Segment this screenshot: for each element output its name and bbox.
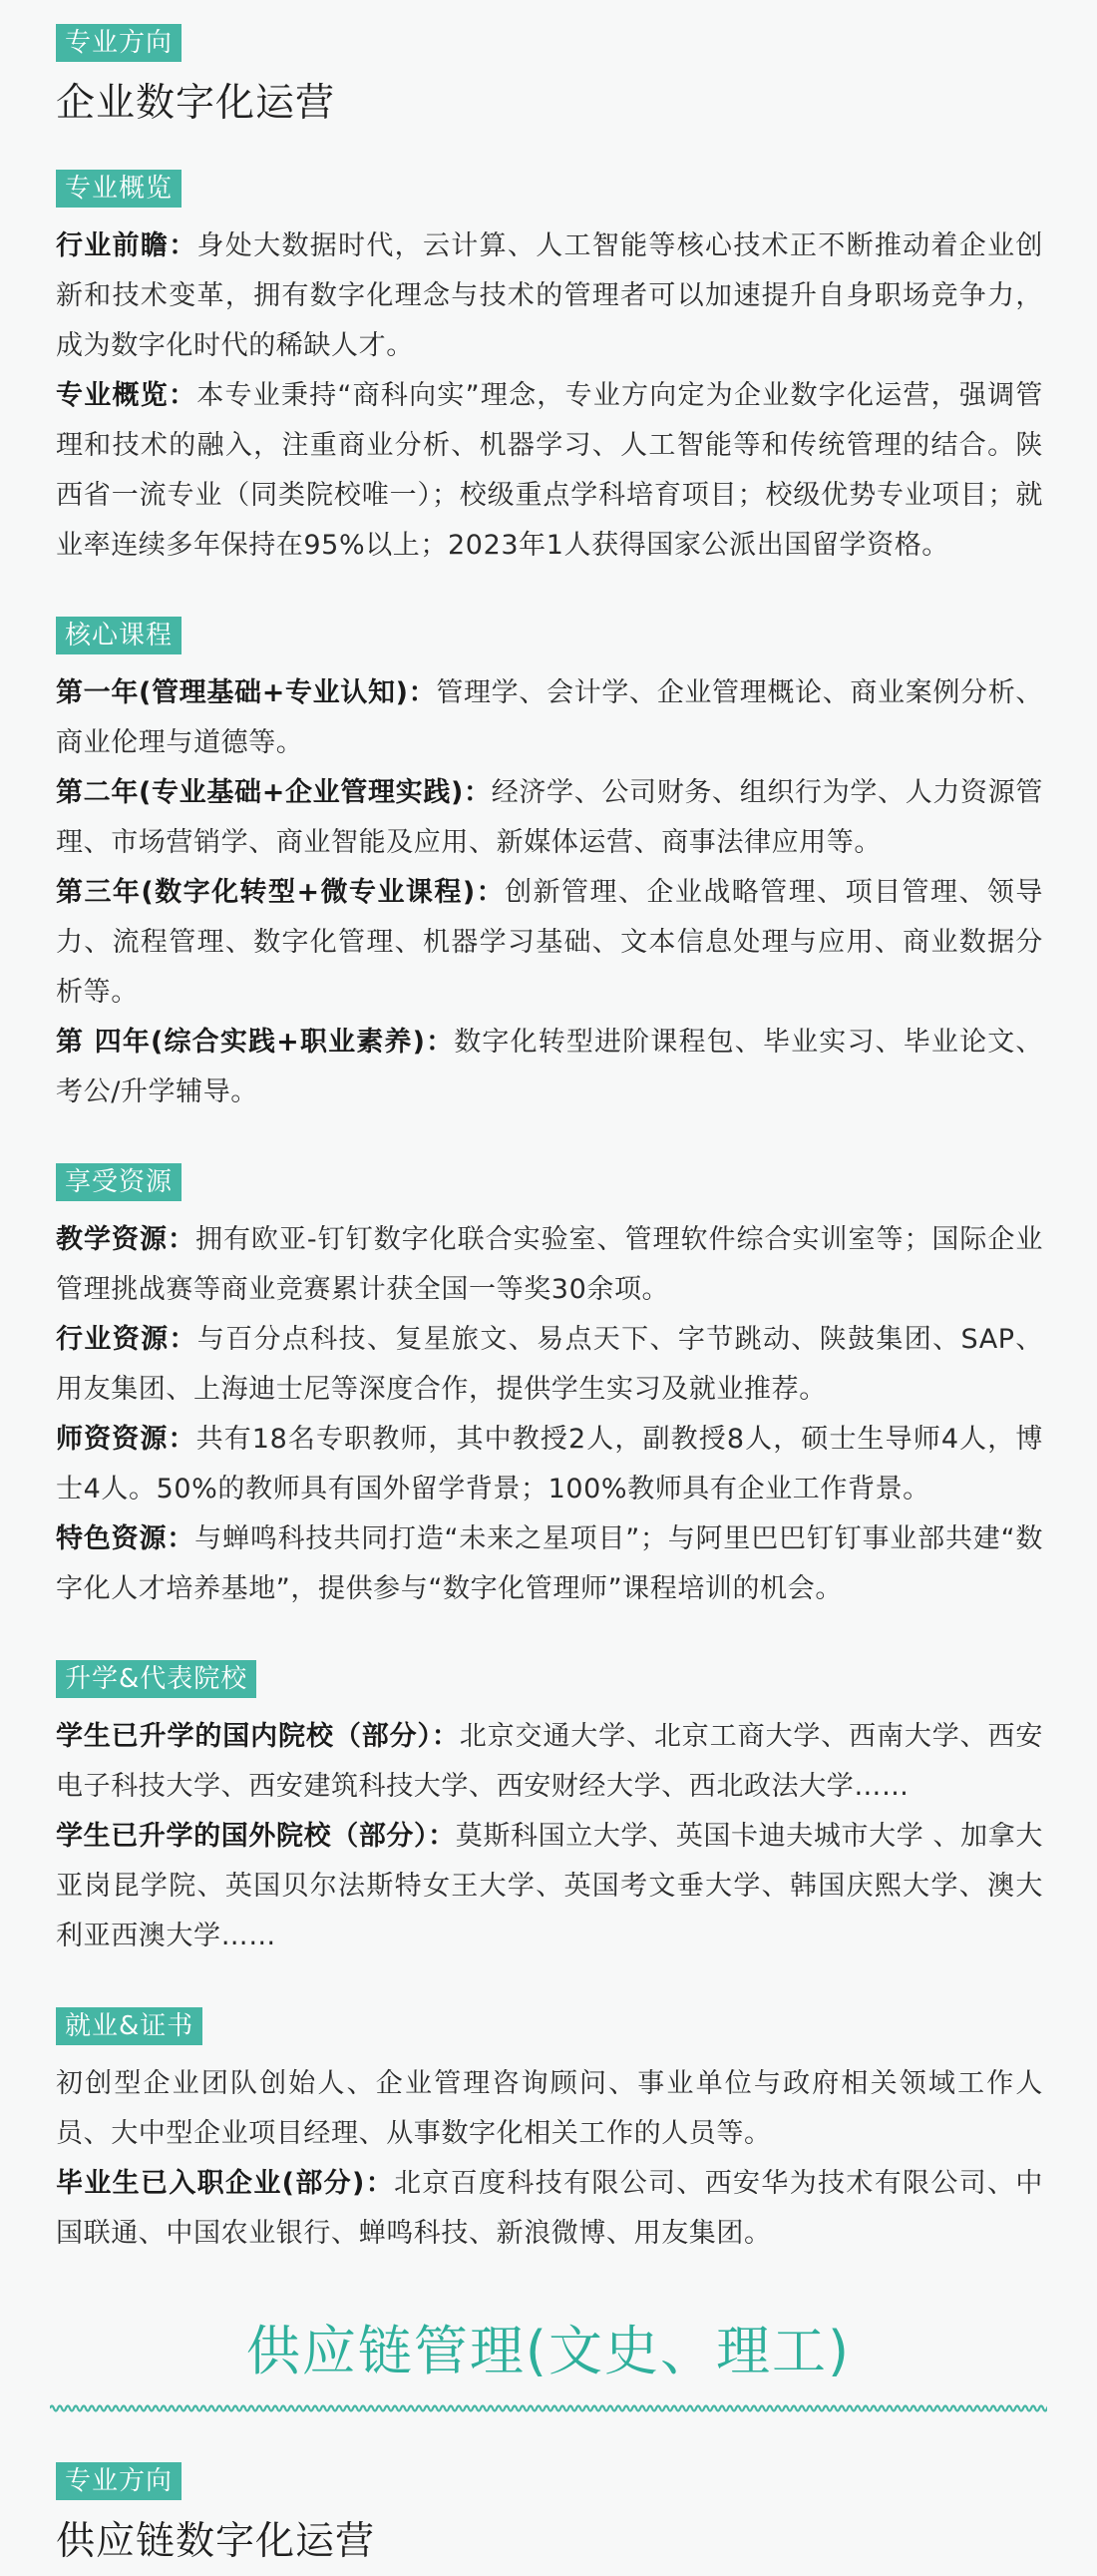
resource-paragraph <box>56 1415 1043 1514</box>
paragraph-text: 数字化转型进阶课程包、毕业实习、毕业论文、考公/升学辅导。 <box>56 1027 1043 1107</box>
paragraph-text: 初创型企业团队创始人、企业管理咨询顾问、事业单位与政府相关领域工作人员、大中型企业项目经理、从事数字化相关工作的人员等。 <box>56 2068 1043 2149</box>
paragraph-text: 身处大数据时代，云计算、人工智能等核心技术正不断推动着企业创新和技术变革，拥有数字化理念与技术的管理者可以加速提升自身职场竞争力，成为数字化时代的稀缺人才。 <box>56 230 1044 361</box>
course-paragraph <box>56 1018 1043 1117</box>
courses-section <box>56 617 1043 1117</box>
career-tag: 就业&证书 <box>56 2007 202 2045</box>
paragraph-label: 第 四年(综合实践+职业素养)： <box>56 1027 455 1058</box>
course-paragraph <box>56 668 1043 768</box>
paragraph-text: 北京交通大学、北京工商大学、西南大学、西安电子科技大学、西安建筑科技大学、西安财经大学、西北政法大学…… <box>56 1721 1044 1802</box>
career-paragraph <box>56 2059 1043 2159</box>
paragraph-text: 与百分点科技、复星旅文、易点天下、字节跳动、陕鼓集团、SAP、用友集团、上海迪士尼等深度合作，提供学生实习及就业推荐。 <box>56 1324 1043 1405</box>
courses-tag: 核心课程 <box>56 617 182 654</box>
resource-paragraph <box>56 1215 1043 1315</box>
paragraph-label: 行业资源： <box>56 1324 197 1355</box>
school-paragraph <box>56 1812 1043 1961</box>
wavy-divider <box>50 2402 1047 2414</box>
paragraph-label: 专业概览： <box>56 380 197 411</box>
resources-section <box>56 1163 1043 1614</box>
paragraph-text: 经济学、公司财务、组织行为学、人力资源管理、市场营销学、商业智能及应用、新媒体运营、商事法律应用等。 <box>56 777 1043 858</box>
course-paragraph <box>56 868 1043 1018</box>
resource-paragraph <box>56 1315 1043 1415</box>
paragraph-label: 学生已升学的国外院校（部分）： <box>56 1821 456 1852</box>
paragraph-label: 特色资源： <box>56 1523 195 1554</box>
career-section <box>56 2007 1043 2259</box>
paragraph-label: 学生已升学的国内院校（部分）： <box>56 1721 460 1752</box>
schools-tag: 升学&代表院校 <box>56 1660 256 1698</box>
major1-content <box>56 24 1043 2259</box>
major2-direction-tag: 专业方向 <box>56 2462 182 2500</box>
course-paragraph <box>56 768 1043 868</box>
direction-tag: 专业方向 <box>56 24 182 62</box>
schools-section <box>56 1660 1043 1961</box>
paragraph-label: 教学资源： <box>56 1224 195 1255</box>
major2-heading: 供应链管理(文史、理工) <box>245 2320 852 2382</box>
paragraph-text: 拥有欧亚-钉钉数字化联合实验室、管理软件综合实训室等；国际企业管理挑战赛等商业竞赛累计获全国一等奖30余项。 <box>56 1224 1043 1305</box>
career-paragraph <box>56 2159 1043 2259</box>
major2-content <box>56 2462 1043 2570</box>
overview-paragraph <box>56 221 1043 371</box>
overview-section <box>56 170 1043 571</box>
major2-direction-title: 供应链数字化运营 <box>56 2519 376 2564</box>
paragraph-label: 行业前瞻： <box>56 230 197 261</box>
overview-tag: 专业概览 <box>56 170 182 208</box>
major2-heading-block <box>0 2315 1097 2414</box>
paragraph-text: 创新管理、企业战略管理、项目管理、领导力、流程管理、数字化管理、机器学习基础、文本信息处理与应用、商业数据分析等。 <box>56 877 1043 1008</box>
resources-tag: 享受资源 <box>56 1163 182 1201</box>
school-paragraph <box>56 1712 1043 1812</box>
paragraph-text: 与蝉鸣科技共同打造“未来之星项目”；与阿里巴巴钉钉事业部共建“数字化人才培养基地”，提供参与“数字化管理师”课程培训的机会。 <box>56 1523 1043 1604</box>
paragraph-text: 莫斯科国立大学、英国卡迪夫城市大学 、加拿大亚岗昆学院、英国贝尔法斯特女王大学、英国考文垂大学、韩国庆熙大学、澳大利亚西澳大学…… <box>56 1821 1043 1951</box>
direction-title: 企业数字化运营 <box>56 81 336 126</box>
overview-paragraph <box>56 371 1043 571</box>
direction-section <box>56 24 1043 132</box>
resource-paragraph <box>56 1514 1043 1614</box>
paragraph-label: 第二年(专业基础+企业管理实践)： <box>56 777 492 808</box>
paragraph-label: 师资资源： <box>56 1424 196 1455</box>
paragraph-label: 第一年(管理基础+专业认知)： <box>56 677 437 708</box>
paragraph-label: 毕业生已入职企业(部分)： <box>56 2168 395 2199</box>
paragraph-label: 第三年(数字化转型+微专业课程)： <box>56 877 506 908</box>
paragraph-text: 共有18名专职教师，其中教授2人，副教授8人，硕士生导师4人，博士4人。50%的教师具有国外留学背景；100%教师具有企业工作背景。 <box>56 1424 1044 1504</box>
paragraph-text: 本专业秉持“商科向实”理念，专业方向定为企业数字化运营，强调管理和技术的融入，注重商业分析、机器学习、人工智能等和传统管理的结合。陕西省一流专业（同类院校唯一）；校级重点学科培育项目；校级优势专业项目；就业率连续多年保持在95%以上；2023年1人获得国家公派出国留学资格。 <box>56 380 1043 561</box>
paragraph-text: 北京百度科技有限公司、西安华为技术有限公司、中国联通、中国农业银行、蝉鸣科技、新浪微博、用友集团。 <box>56 2168 1043 2249</box>
paragraph-text: 管理学、会计学、企业管理概论、商业案例分析、商业伦理与道德等。 <box>56 677 1043 758</box>
